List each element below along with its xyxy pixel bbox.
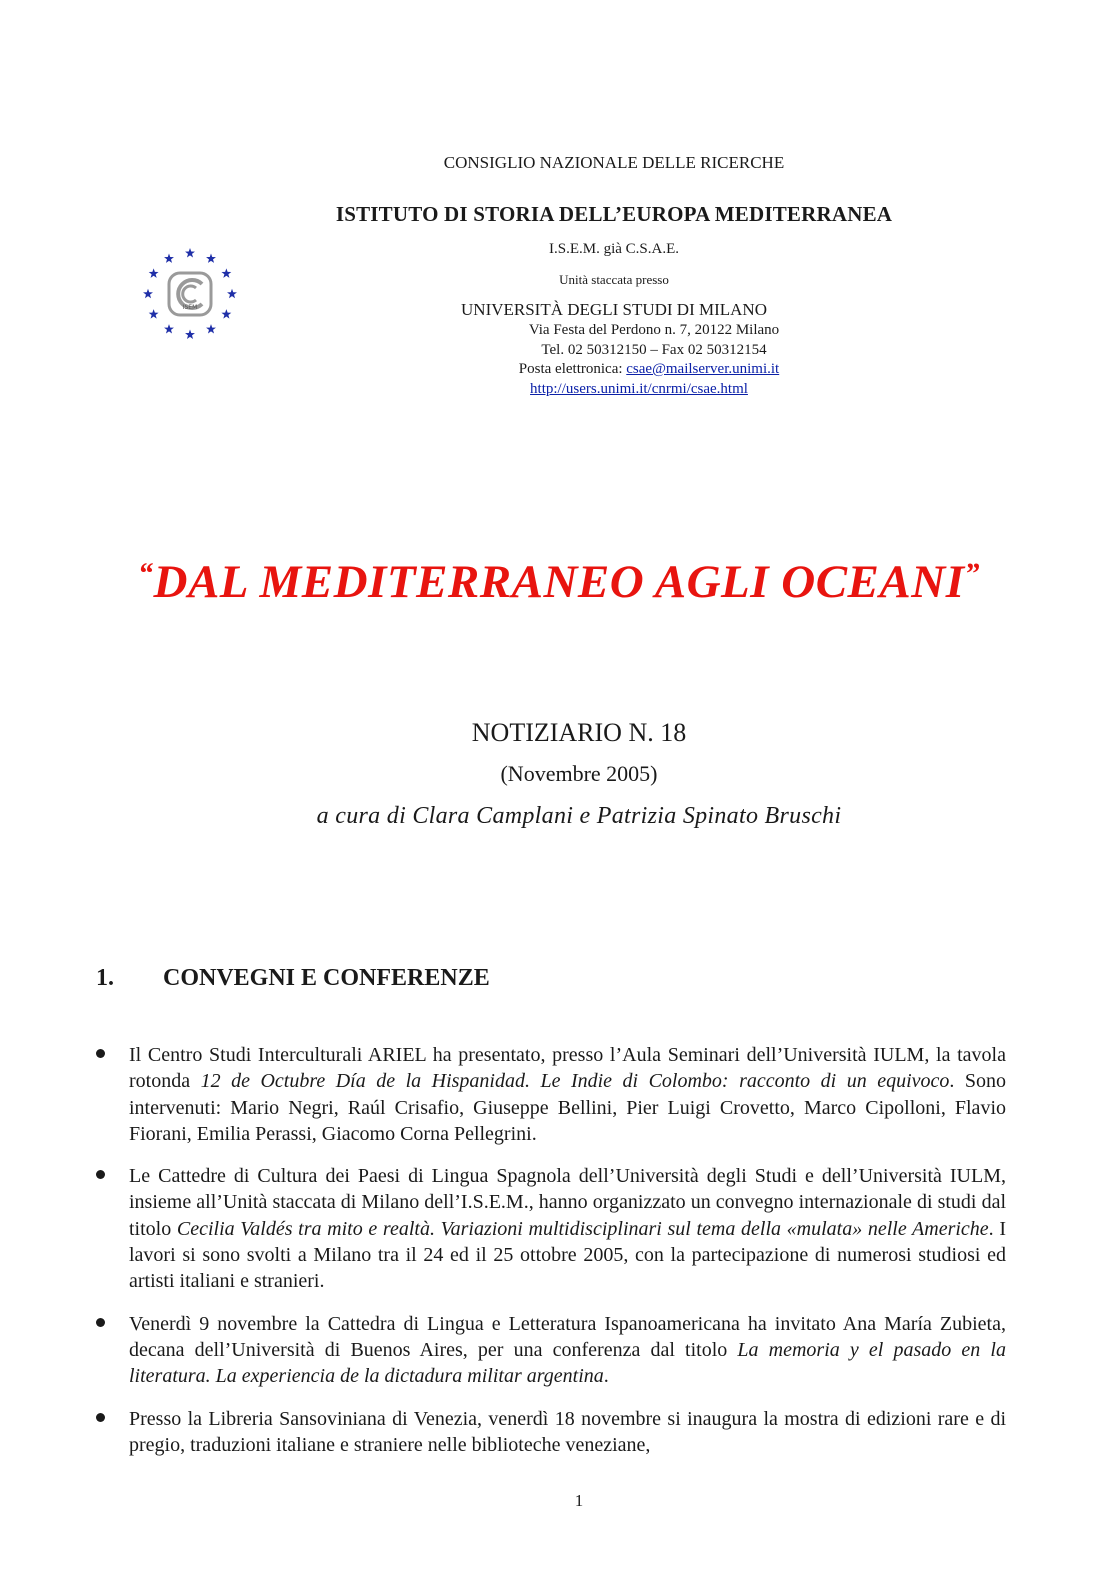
section-heading [96, 965, 490, 992]
section-number: 1. [96, 965, 114, 991]
star-icon [206, 324, 216, 333]
issue-number: NOTIZIARIO N. 18 [471, 718, 687, 747]
bullet-text: . Sono intervenuti: Mario Negri, Raúl Crisafio, Giuseppe Bellini, Pier Luigi Crovetto, Marco Cipolloni, Flavio Fiorani, Emilia Perassi, Giacomo Corna Pellegrini. [129, 1070, 1007, 1145]
logo-text: ISEM [182, 304, 198, 311]
title-close-quote: ” [964, 557, 980, 590]
bullet-text: Le Cattedre di Cultura dei Paesi di Lingua Spagnola dell’Università degli Studi e dell’Università IULM, insieme all’Unità staccata di Milano dell’I.S.E.M., hanno organizzato un convegno internazionale di studi dal titolo [129, 1165, 1006, 1240]
bullet-text: Venerdì 9 novembre la Cattedra di Lingua e Letteratura Ispanoamericana ha invitato Ana María Zubieta, decana dell’Università di Buenos Aires, per una conferenza dal titolo [129, 1312, 1006, 1361]
email-line [0, 361, 1118, 378]
bullet-title: La memoria y el pasado en la literatura. La experiencia de la dictadura militar argentina [129, 1338, 1006, 1388]
cnr-isem-logo-icon [140, 246, 240, 342]
address: Via Festa del Perdono n. 7, 20122 Milano [528, 322, 780, 338]
list-item [96, 1163, 1006, 1294]
email-label: Posta elettronica: [518, 361, 627, 377]
star-icon [185, 330, 195, 339]
star-icon [221, 268, 231, 277]
star-icon [221, 309, 231, 318]
bullet-text: Il Centro Studi Interculturali ARIEL ha presentato, presso l’Aula Seminari dell’Università IULM, la tavola rotonda [129, 1044, 1006, 1093]
star-icon [143, 289, 153, 298]
list-item [96, 1406, 1006, 1459]
star-icon [149, 268, 159, 277]
bullet-icon [96, 1413, 105, 1422]
star-icon [185, 248, 195, 257]
website-link[interactable]: http://users.unimi.it/cnrmi/csae.html [530, 381, 748, 397]
bullet-icon [96, 1049, 105, 1058]
list-item [96, 1311, 1006, 1390]
list-item [96, 1042, 1006, 1147]
university-name: UNIVERSITÀ DEGLI STUDI DI MILANO [461, 300, 767, 319]
bullet-text: Presso la Libreria Sansoviniana di Venezia, venerdì 18 novembre si inaugura la mostra di edizioni rare e di pregio, traduzioni italiane e straniere nelle biblioteche veneziane, [129, 1407, 1006, 1456]
bullet-list [96, 1042, 1006, 1474]
newsletter-title [0, 555, 1118, 609]
section-title: CONVEGNI E CONFERENZE [163, 965, 490, 991]
phone-fax: Tel. 02 50312150 – Fax 02 50312154 [541, 342, 767, 358]
bullet-text: . I lavori si sono svolti a Milano tra il 24 ed il 25 ottobre 2005, con la partecipazione di numerosi studiosi ed artisti italiani e stranieri. [129, 1217, 1006, 1293]
bullet-text: . [603, 1365, 609, 1388]
title-open-quote: “ [138, 557, 154, 590]
unit-label: Unità staccata presso [559, 272, 669, 287]
star-icon [227, 289, 237, 298]
email-link[interactable]: csae@mailserver.unimi.it [626, 361, 780, 377]
title-text: DAL MEDITERRANEO AGLI OCEANI [153, 556, 965, 608]
issue-date: (Novembre 2005) [500, 761, 658, 786]
bullet-icon [96, 1170, 105, 1179]
institute-name: ISTITUTO DI STORIA DELL’EUROPA MEDITERRANEA [335, 202, 893, 226]
issue-editors: a cura di Clara Camplani e Patrizia Spinato Bruschi [316, 803, 842, 829]
star-icon [164, 254, 174, 263]
star-icon [206, 254, 216, 263]
institute-acronym: I.S.E.M. già C.S.A.E. [548, 241, 679, 257]
bullet-icon [96, 1318, 105, 1327]
bullet-title: Cecilia Valdés tra mito e realtà. Variazioni multidisciplinari sul tema della «mulata» nelle Americhe [176, 1217, 989, 1240]
website-line [0, 381, 1118, 398]
council-name: CONSIGLIO NAZIONALE DELLE RICERCHE [443, 153, 785, 172]
star-icon [149, 309, 159, 318]
star-icon [164, 324, 174, 333]
bullet-title: 12 de Octubre Día de la Hispanidad. Le Indie di Colombo: racconto di un equivoco [200, 1070, 950, 1093]
page-number: 1 [574, 1491, 584, 1510]
